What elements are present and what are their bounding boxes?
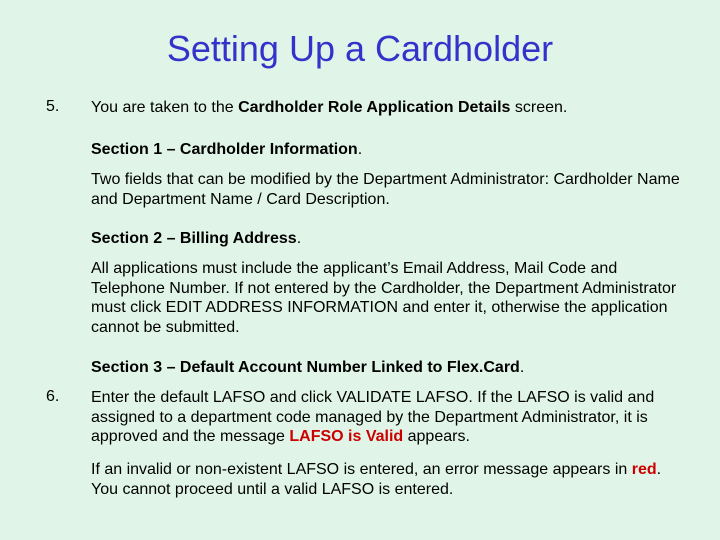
valid-message: LAFSO is Valid xyxy=(289,428,404,445)
page-title: Setting Up a Cardholder xyxy=(166,28,554,69)
red-word: red xyxy=(631,461,657,478)
section1-body: Two fields that can be modified by the Department Administrator: Cardholder Name and Department Name / Card Description. xyxy=(91,171,680,208)
step6-body-post: appears. xyxy=(403,428,470,445)
section1-heading-text: Section 1 – Cardholder Information xyxy=(91,141,358,158)
step-number-6: 6. xyxy=(46,388,60,405)
step6-error-note xyxy=(91,460,691,499)
section2-heading-text: Section 2 – Billing Address xyxy=(91,230,297,247)
step5-intro xyxy=(91,98,691,118)
step-number-5: 5. xyxy=(46,98,60,115)
section3-heading-post: . xyxy=(519,359,525,376)
step6-body xyxy=(91,388,691,447)
step6-body-pre: Enter the default LAFSO and click VALIDATE LAFSO. If the LAFSO is valid and assigned to a department code managed by the Department Administrator, it is approved and the message xyxy=(91,389,655,445)
section1-heading-post: . xyxy=(357,141,363,158)
section2-heading-post: . xyxy=(296,230,302,247)
section2-heading xyxy=(91,229,691,249)
error-note-pre: If an invalid or non-existent LAFSO is entered, an error message appears in xyxy=(91,461,632,478)
section3-heading xyxy=(91,358,691,378)
screen-name: Cardholder Role Application Details xyxy=(238,99,511,116)
step5-intro-post: screen. xyxy=(510,99,568,116)
section3-heading-text: Section 3 – Default Account Number Linked to Flex.Card xyxy=(91,359,520,376)
error-note-post: . You cannot proceed until a valid LAFSO is entered. xyxy=(91,461,662,498)
step5-intro-pre: You are taken to the xyxy=(91,99,239,116)
section1-heading xyxy=(91,140,691,160)
section2-body: All applications must include the applicant’s Email Address, Mail Code and Telephone Number. If not entered by the Cardholder, the Department Administrator must click EDIT ADDRESS INFORMATION and enter it, otherwise the application cannot be submitted. xyxy=(91,260,677,336)
